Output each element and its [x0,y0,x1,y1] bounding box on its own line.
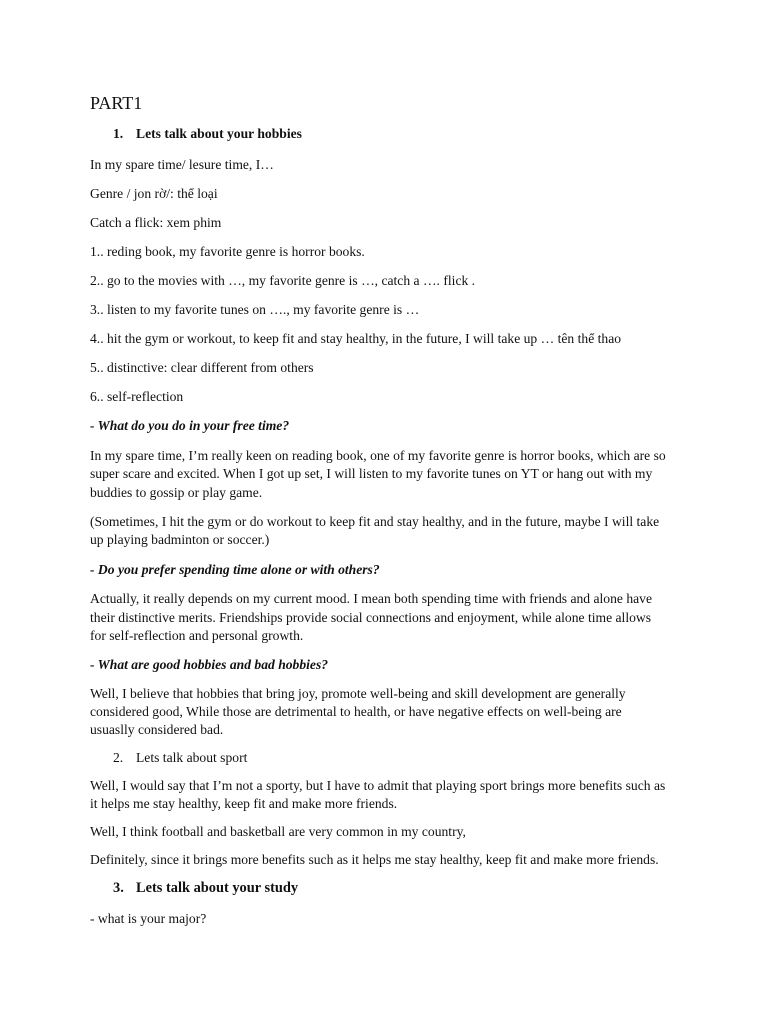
answer-line: for self-reflection and personal growth. [90,628,304,643]
section-1-number: 1. [113,126,124,141]
answer-line: usuaslly considered bad. [90,722,224,737]
section-2-number: 2. [113,750,124,765]
answer-line: Well, I would say that I’m not a sporty, but I have to admit that playing sport brings more benefits such as [90,778,666,793]
list-item: 2.. go to the movies with …, my favorite genre is …, catch a …. flick . [90,273,476,288]
list-item: 6.. self-reflection [90,389,184,404]
answer-line: Well, I believe that hobbies that bring joy, promote well-being and skill development are generally [90,686,626,701]
section-1-heading: Lets talk about your hobbies [136,126,302,141]
question: - what is your major? [90,911,207,926]
list-item: 3.. listen to my favorite tunes on …., my favorite genre is … [90,302,420,317]
text-line: Genre / jon rờ/: thể loại [90,186,218,201]
answer-line: In my spare time, I’m really keen on reading book, one of my favorite genre is horror books, which are so [90,448,666,463]
text-line: In my spare time/ lesure time, I… [90,157,274,172]
answer-line: up playing badminton or soccer.) [90,532,270,547]
text-line: Catch a flick: xem phim [90,215,222,230]
answer-line: Definitely, since it brings more benefits such as it helps me stay healthy, keep fit and make more friends. [90,852,659,867]
answer-line: considered good, While those are detrimental to health, or have negative effects on well-being are [90,704,622,719]
section-3-heading: Lets talk about your study [136,880,299,896]
answer-line: their distinctive merits. Friendships provide social connections and enjoyment, while alone time allows [90,610,652,625]
list-item: 4.. hit the gym or workout, to keep fit and stay healthy, in the future, I will take up … tên thể thao [90,331,622,346]
answer-line: super scare and excited. When I got up set, I will listen to my favorite tunes on YT or hang out with my [90,466,653,481]
answer-line: Actually, it really depends on my current mood. I mean both spending time with friends and alone have [90,591,652,606]
page-title: PART1 [90,93,143,113]
question: - What do you do in your free time? [90,418,290,433]
question: - What are good hobbies and bad hobbies? [90,657,329,672]
list-item: 5.. distinctive: clear different from others [90,360,314,375]
question: - Do you prefer spending time alone or with others? [90,562,380,577]
section-2-heading: Lets talk about sport [136,750,248,765]
answer-line: (Sometimes, I hit the gym or do workout to keep fit and stay healthy, and in the future, maybe I will take [90,514,660,529]
section-3-number: 3. [113,880,124,896]
answer-line: buddies to gossip or play game. [90,485,263,500]
answer-line: Well, I think football and basketball are very common in my country, [90,824,466,839]
list-item: 1.. reding book, my favorite genre is horror books. [90,244,365,259]
answer-line: it helps me stay healthy, keep fit and make more friends. [90,796,398,811]
